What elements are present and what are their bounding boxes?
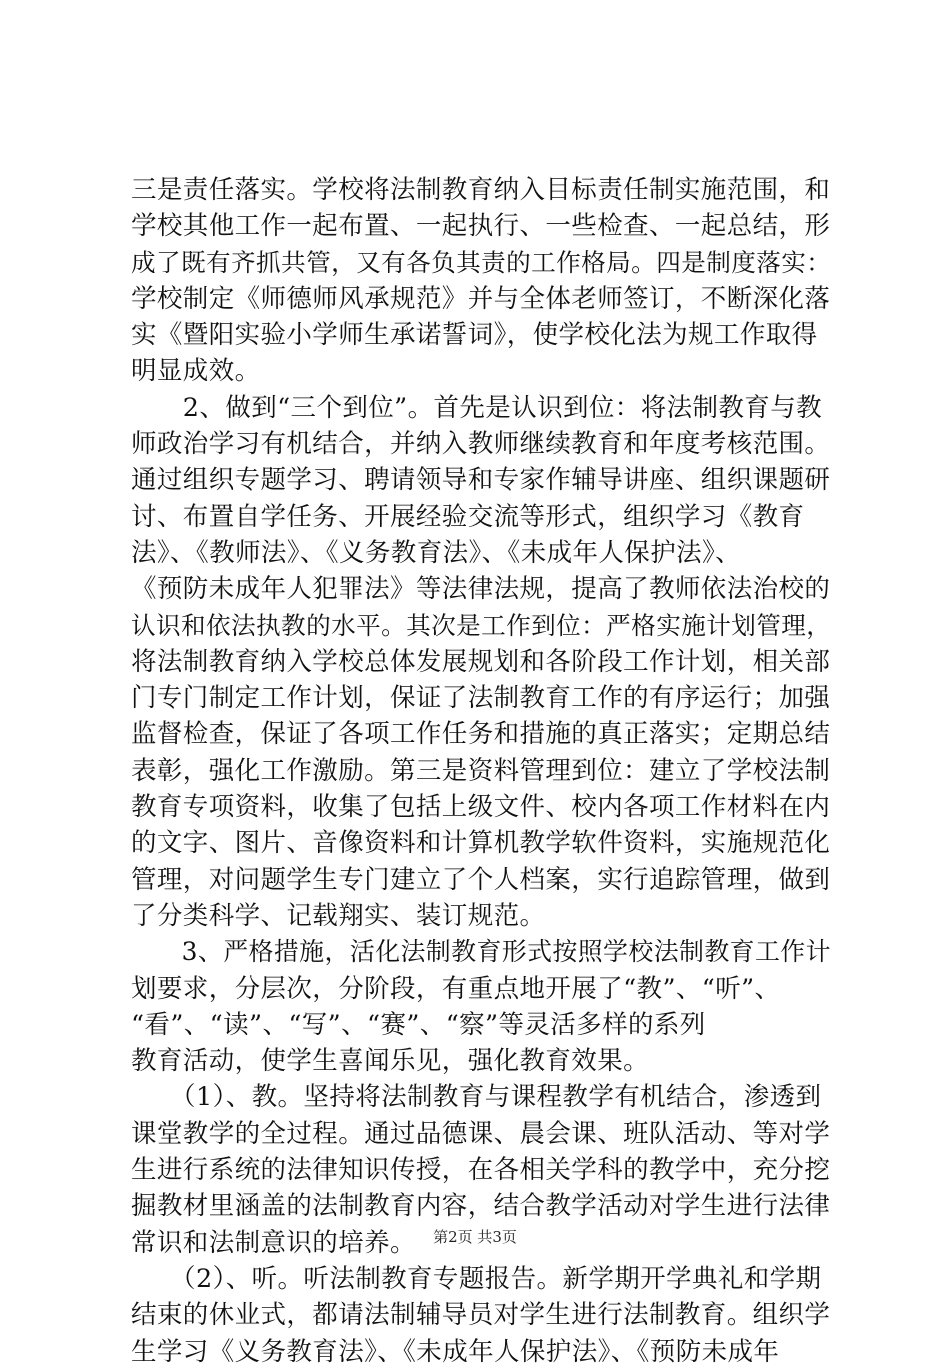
text-line: 认识和依法执教的水平。其次是工作到位：严格实施计划管理， [131,610,832,640]
text-line: 实《暨阳实验小学师生承诺誓词》，使学校化法为规工作取得 [131,320,818,351]
text-line: 《预防未成年人犯罪法》等法律法规，提高了教师依法治校的 [131,574,831,605]
text-line: （2）、听。听法制教育专题报告。新学期开学典礼和学期 [131,1263,822,1294]
text-line: 成了既有齐抓共管，又有各负其责的工作格局。四是制度落实： [131,247,832,277]
text-line: 教育活动，使学生喜闻乐见，强化教育效果。 [131,1046,650,1077]
text-line: 了分类科学、记载翔实、装订规范。 [131,900,546,931]
text-line: 师政治学习有机结合，并纳入教师继续教育和年度考核范围。 [131,429,831,460]
text-line: 将法制教育纳入学校总体发展规划和各阶段工作计划，相关部 [131,646,831,677]
text-line: 掘教材里涵盖的法制教育内容，结合教学活动对学生进行法律 [131,1191,831,1222]
text-line: 门专门制定工作计划，保证了法制教育工作的有序运行；加强 [131,683,831,714]
text-line: 讨、布置自学任务、开展经验交流等形式，组织学习《教育 [131,501,805,532]
text-line: 监督检查，保证了各项工作任务和措施的真正落实；定期总结 [131,719,831,750]
text-line: 管理，对问题学生专门建立了个人档案，实行追踪管理，做到 [131,864,831,895]
text-line: （1）、教。坚持将法制教育与课程教学有机结合，渗透到 [131,1082,822,1113]
text-line: 生学习《义务教育法》、《未成年人保护法》、《预防未成年 [131,1336,780,1367]
text-line: 生进行系统的法律知识传授，在各相关学科的教学中，充分挖 [131,1155,831,1186]
text-line: 2、做到“三个到位”。首先是认识到位：将法制教育与教 [131,392,822,423]
text-line: 课堂教学的全过程。通过品德课、晨会课、班队活动、等对学 [131,1118,831,1149]
text-line: 通过组织专题学习、聘请领导和专家作辅导讲座、组织课题研 [131,465,831,496]
text-line: 学校制定《师德师风承规范》并与全体老师签订，不断深化落 [131,283,831,314]
text-line: 的文字、图片、音像资料和计算机教学软件资料，实施规范化 [131,828,831,859]
text-line: “看”、“读”、“写”、“赛”、“察”等灵活多样的系列 [131,1009,706,1040]
document-body [131,172,831,1370]
text-line: 学校其他工作一起布置、一起执行、一些检查、一起总结，形 [131,211,831,242]
text-line: 表彰，强化工作激励。第三是资料管理到位：建立了学校法制 [131,755,831,786]
text-line: 3、严格措施，活化法制教育形式按照学校法制教育工作计 [131,937,831,967]
text-line: 三是责任落实。学校将法制教育纳入目标责任制实施范围，和 [131,175,831,205]
page-footer: 第2页 共3页 [433,1228,517,1246]
text-line: 划要求，分层次，分阶段，有重点地开展了“教”、“听”、 [131,973,781,1004]
text-line: 结束的休业式，都请法制辅导员对学生进行法制教育。组织学 [131,1300,831,1331]
text-line: 法》、《教师法》、《义务教育法》、《未成年人保护法》、 [131,537,742,568]
text-line: 教育专项资料，收集了包括上级文件、校内各项工作材料在内 [131,792,831,823]
text-line: 常识和法制意识的培养。 [131,1227,416,1258]
text-line: 明显成效。 [131,356,261,387]
